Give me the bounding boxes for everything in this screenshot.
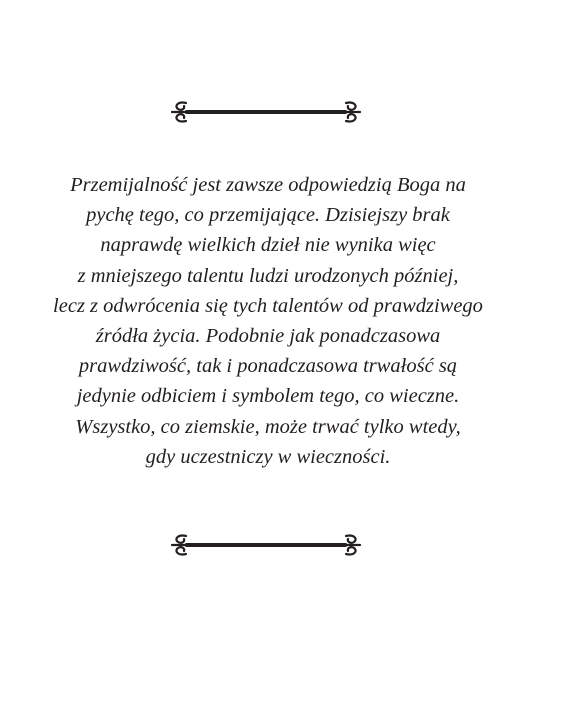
passage-line: lecz z odwrócenia się tych talentów od prawdziwego (53, 294, 483, 317)
passage-line: Przemijalność jest zawsze odpowiedzią Boga na (70, 174, 466, 196)
scroll-divider-svg (168, 97, 364, 127)
bottom-scroll-divider-icon (168, 530, 364, 560)
top-scroll-divider-icon (168, 97, 364, 127)
scroll-divider-svg (168, 530, 364, 560)
passage-line: Wszystko, co ziemskie, może trwać tylko wtedy, (75, 415, 461, 438)
passage-line: naprawdę wielkich dzieł nie wynika więc (100, 234, 436, 257)
passage-line: jedynie odbiciem i symbolem tego, co wieczne. (76, 385, 460, 408)
passage-line: pychę tego, co przemijające. Dzisiejszy brak (86, 204, 450, 227)
passage-line: prawdziwość, tak i ponadczasowa trwałość są (78, 355, 458, 378)
passage-line: źródła życia. Podobnie jak ponadczasowa (95, 325, 441, 348)
quote-passage (20, 170, 516, 472)
passage-line: gdy uczestniczy w wieczności. (145, 445, 391, 468)
passage-line: z mniejszego talentu ludzi urodzonych później, (77, 264, 459, 287)
